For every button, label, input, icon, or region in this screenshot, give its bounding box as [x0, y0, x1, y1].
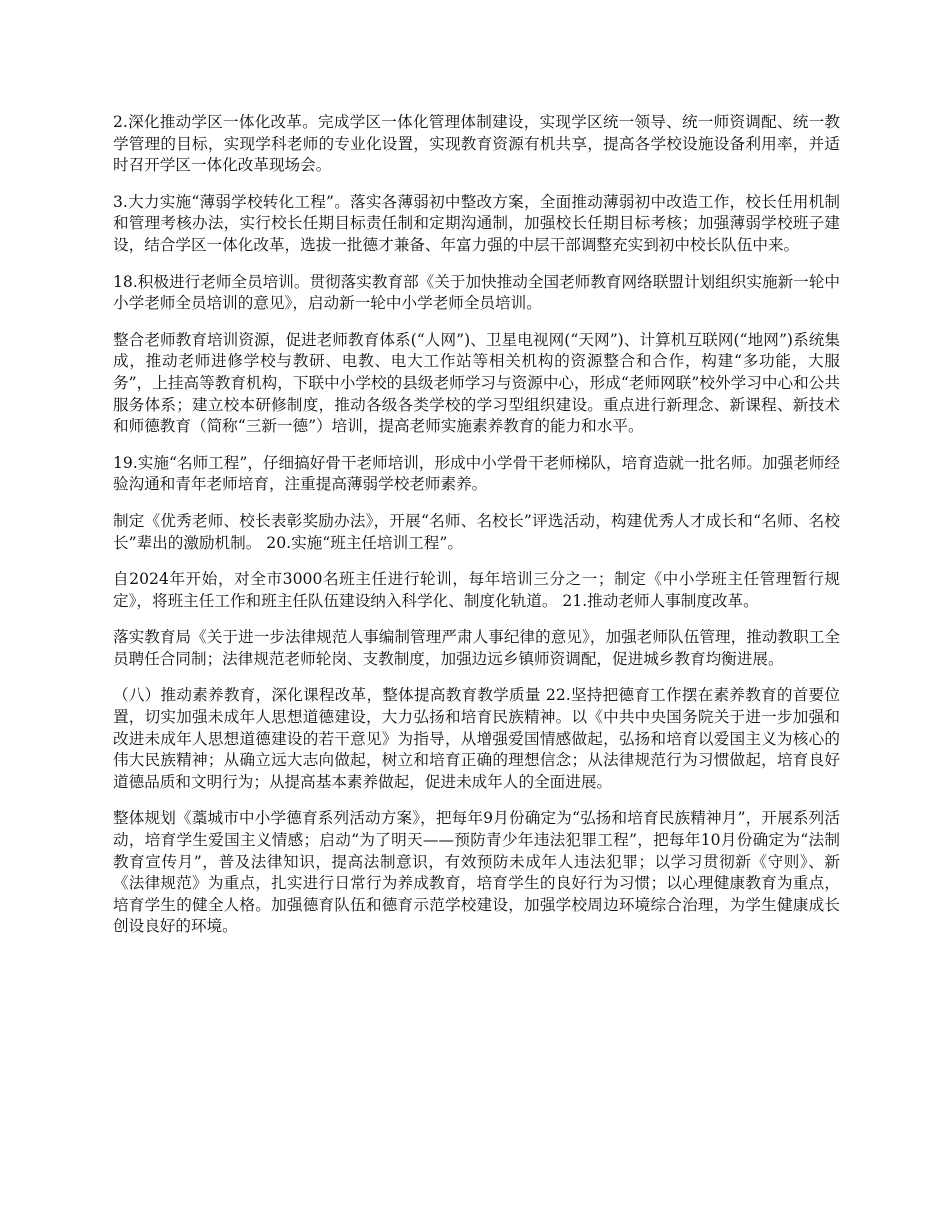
paragraph-quality-education: （八）推动素养教育，深化课程改革，整体提高教育教学质量 22.坚持把德育工作摆在素养教育的首要位置，切实加强未成年人思想道德建设，大力弘扬和培育民族精神。以《中共中央国务院关于进一步加强和改进未成年人思想道德建设的若干意见》为指导，从增强爱国情感做起，弘扬和培育以爱国主义为核心的伟大民族精神；从确立远大志向做起，树立和培育正确的理想信念；从法律规范行为习惯做起，培育良好道德品质和文明行为；从提高基本素养做起，促进未成年人的全面进展。 [113, 686, 840, 791]
paragraph-famous-teacher-project: 19.实施“名师工程”，仔细搞好骨干老师培训，形成中小学骨干老师梯队，培育造就一批名师。加强老师经验沟通和青年老师培育，注重提高薄弱学校老师素养。 [113, 453, 840, 494]
paragraph-training-resources: 整合老师教育培训资源，促进老师教育体系(“人网”)、卫星电视网(“天网”)、计算机互联网(“地网”)系统集成，推动老师进修学校与教研、电教、电大工作站等相关机构的资源整合和合作，构建“多功能，大服务”，上挂高等教育机构，下联中小学校的县级老师学习与资源中心，形成“老师网联”校外学习中心和公共服务体系；建立校本研修制度，推动各级各类学校的学习型组织建设。重点进行新理念、新课程、新技术和师德教育（简称“三新一德”）培训，提高老师实施素养教育的能力和水平。 [113, 330, 840, 436]
paragraph-head-teacher-training: 自2024年开始，对全市3000名班主任进行轮训，每年培训三分之一；制定《中小学班主任管理暂行规定》，将班主任工作和班主任队伍建设纳入科学化、制度化轨道。 21.推动老师人事制度改革。 [113, 570, 840, 610]
paragraph-teacher-training: 18.积极进行老师全员培训。贯彻落实教育部《关于加快推动全国老师教育网络联盟计划组织实施新一轮中小学老师全员培训的意见》，启动新一轮中小学老师全员培训。 [113, 272, 840, 313]
paragraph-weak-school-project: 3.大力实施“薄弱学校转化工程”。落实各薄弱初中整改方案，全面推动薄弱初中改造工作，校长任用机制和管理考核办法，实行校长任期目标责任制和定期沟通制，加强校长任期目标考核；加强薄弱学校班子建设，结合学区一体化改革，选拔一批德才兼备、年富力强的中层干部调整充实到初中校长队伍中来。 [113, 192, 840, 254]
paragraph-award-measures: 制定《优秀老师、校长表彰奖励办法》，开展“名师、名校长”评选活动，构建优秀人才成长和“名师、名校长”辈出的激励机制。 20.实施“班主任培训工程”。 [113, 511, 840, 552]
paragraph-moral-education-plan: 整体规划《藁城市中小学德育系列活动方案》，把每年9月份确定为“弘扬和培育民族精神月”，开展系列活动，培育学生爱国主义情感；启动“为了明天——预防青少年违法犯罪工程”，把每年10月份确定为“法制教育宣传月”，普及法律知识，提高法制意识，有效预防未成年人违法犯罪；以学习贯彻新《守则》、新《法律规范》为重点，扎实进行日常行为养成教育，培育学生的良好行为习惯；以心理健康教育为重点，培育学生的健全人格。加强德育队伍和德育示范学校建设，加强学校周边环境综合治理，为学生健康成长创设良好的环境。 [113, 809, 840, 936]
paragraph-district-reform: 2.深化推动学区一体化改革。完成学区一体化管理体制建设，实现学区统一领导、统一师资调配、统一教学管理的目标，实现学科老师的专业化设置，实现教育资源有机共享，提高各学校设施设备利用率，并适时召开学区一体化改革现场会。 [113, 113, 840, 175]
paragraph-personnel-reform: 落实教育局《关于进一步法律规范人事编制管理严肃人事纪律的意见》，加强老师队伍管理，推动教职工全员聘任合同制；法律规范老师轮岗、支教制度，加强边远乡镇师资调配，促进城乡教育均衡进展。 [113, 628, 840, 668]
document-page [113, 112, 840, 953]
